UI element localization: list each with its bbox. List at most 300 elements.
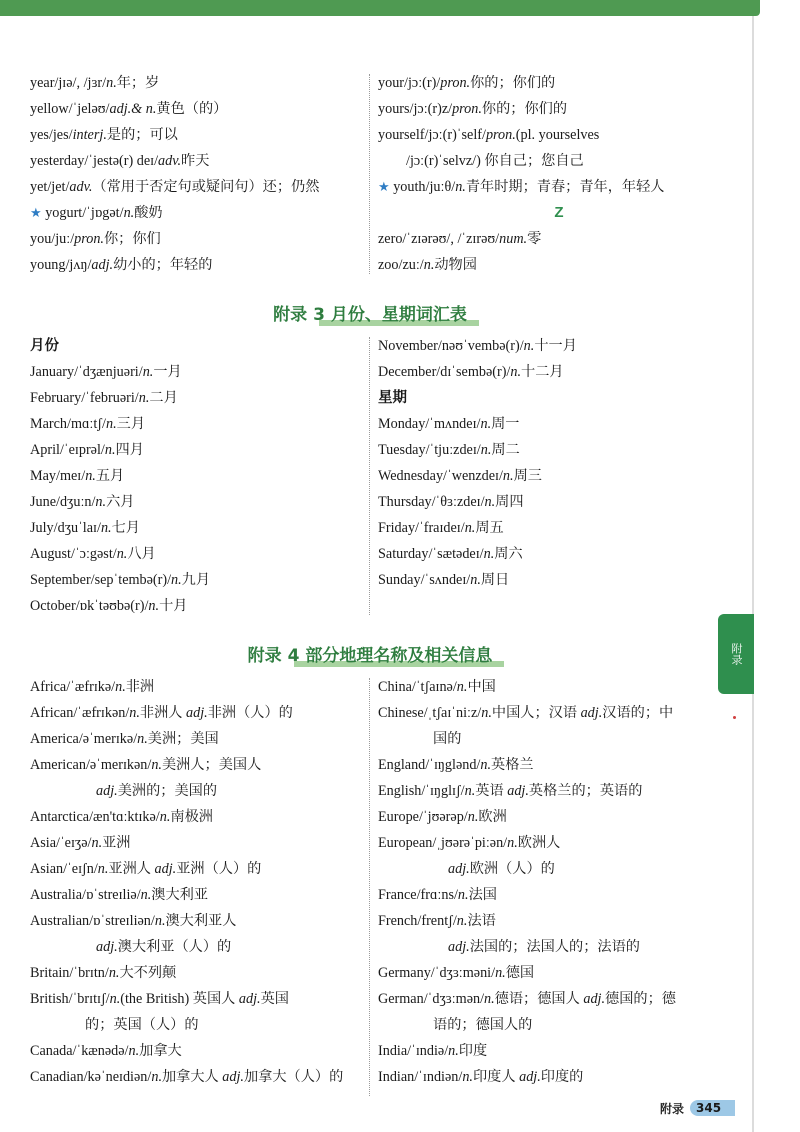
vocab-entry [30, 489, 365, 515]
vocab-entry [30, 882, 365, 908]
entry-word: Europe [378, 809, 419, 825]
entry-phonetic: /mɑːtʃ/ [67, 416, 106, 432]
entry-pos-2: adj. [238, 991, 261, 1007]
entry-word: China [378, 679, 412, 695]
vocab-entry [30, 541, 365, 567]
entry-word: German [378, 991, 424, 1007]
entry-word: Chinese [378, 705, 424, 721]
entry-word: Friday [378, 520, 416, 536]
entry-word: England [378, 757, 426, 773]
entry-pos-2: adj. [580, 705, 603, 721]
entry-phonetic: /ˈmʌndeɪ/ [425, 416, 481, 432]
entry-pos: adj. [91, 257, 114, 273]
entry-pos: n. [456, 913, 468, 929]
entry-pos: n. [171, 572, 182, 588]
entry-pos: n. [457, 887, 469, 903]
entry-definition: 你的；你们的 [481, 101, 568, 117]
vocab-entry [30, 437, 365, 463]
entry-word: yourself [378, 127, 425, 143]
vocab-entry [378, 463, 740, 489]
y-left-column [30, 70, 365, 278]
vocab-entry [378, 489, 740, 515]
vocab-entry [378, 541, 740, 567]
entry-definition: 加拿大 [139, 1043, 182, 1059]
vocab-entry [30, 515, 365, 541]
entry-pos: n. [510, 364, 521, 380]
entry-word: America [30, 731, 79, 747]
entry-definition-2: 欧洲（人）的 [469, 861, 555, 877]
entry-word: youth [393, 179, 426, 195]
page-number: 345 [690, 1100, 735, 1116]
entry-word: African [30, 705, 74, 721]
page-footer [660, 1098, 735, 1118]
weekdays-heading: 星期 [378, 390, 407, 406]
entry-pos: n. [481, 705, 492, 721]
entry-phonetic: /jɔː(r)z/ [409, 101, 453, 117]
entry-word: December [378, 364, 437, 380]
entry-phonetic: /ˈfraɪdeɪ/ [415, 520, 465, 536]
entry-definition: 非洲人 [139, 705, 183, 721]
vocab-entry [30, 463, 365, 489]
appendix4-title: 附录 4 部分地理名称及相关信息 [244, 641, 497, 666]
vocab-entry [30, 674, 365, 700]
geo-left-column [30, 674, 365, 1090]
entry-word: August [30, 546, 71, 562]
entry-pos-2: adj. [507, 783, 529, 799]
entry-word: Africa [30, 679, 67, 695]
entry-phonetic: /jet/ [47, 179, 70, 195]
section-y-z [0, 70, 740, 282]
entry-phonetic: /ˈzɪərəʊ/, /ˈzɪrəʊ/ [402, 231, 500, 247]
entry-definition: 周日 [480, 572, 510, 588]
entry-phonetic: /ˈbrɪtɪʃ/ [68, 991, 110, 1007]
entry-definition: 亚洲人 [108, 861, 151, 877]
entry-phonetic: /jes/ [48, 127, 73, 143]
entry-definition: (pl. yourselves [515, 127, 600, 143]
entry-phonetic: /ˈsʌndeɪ/ [420, 572, 471, 588]
entry-phonetic: /jɪə/, /jɜr/ [54, 75, 107, 91]
entry-definition-2: 印度的 [540, 1069, 584, 1085]
entry-word: Wednesday [378, 468, 444, 484]
entry-definition: 四月 [115, 442, 144, 458]
entry-definition-2: 非洲（人）的 [207, 705, 293, 721]
entry-phonetic: /kəˈneɪdiən/ [83, 1069, 152, 1085]
letter-z-heading: Z [554, 204, 564, 221]
entry-definition-2: 法国的；法国人的；法语的 [469, 939, 640, 955]
entry-definition: 周三 [513, 468, 542, 484]
entry-definition: 澳大利亚人 [165, 913, 237, 929]
entry-pos: n. [115, 679, 126, 695]
entry-definition-2: 亚洲（人）的 [176, 861, 262, 877]
entry-pos: n. [470, 572, 481, 588]
entry-phonetic: /ˈeɪʃn/ [63, 861, 98, 877]
vocab-entry [378, 908, 740, 960]
entry-pos: n. [484, 494, 496, 510]
vocab-entry [378, 830, 740, 882]
entry-definition: 中国人；汉语 [491, 705, 578, 721]
appendix3-body [0, 333, 740, 623]
entry-word: Monday [378, 416, 426, 432]
entry-definition: 幼小的；年轻的 [113, 257, 213, 273]
entry-pos-2: adj. [222, 1069, 244, 1085]
vocab-entry [378, 437, 740, 463]
entry-word: February [30, 390, 82, 406]
entry-pos: n. [129, 705, 140, 721]
entry-pos: n. [455, 179, 466, 195]
entry-word: Asia [30, 835, 57, 851]
entry-word: November [378, 338, 438, 354]
weekdays-column [378, 333, 740, 593]
entry-definition: 德国 [505, 965, 535, 981]
entry-phonetic: /ˈbrɪtn/ [69, 965, 109, 981]
entry-word: Canadian [30, 1069, 84, 1085]
entry-definition: 酸奶 [134, 205, 163, 221]
entry-phonetic: /ˈɪndiən/ [414, 1069, 463, 1085]
vocab-entry [378, 700, 740, 752]
geo-right-column [378, 674, 740, 1090]
entry-definition: 零 [527, 231, 542, 247]
entry-word: July [30, 520, 54, 536]
entry-definition: 德语；德国人 [494, 991, 580, 1007]
entry-definition-2: 英格兰的；英语的 [528, 783, 643, 799]
entry-phonetic: /ˈɔːgəst/ [71, 546, 117, 562]
entry-pos: n. [85, 468, 96, 484]
entry-definition: 澳大利亚 [151, 887, 209, 903]
entry-pos: pron. [440, 75, 471, 91]
entry-pos: n. [106, 75, 117, 91]
vocab-entry [30, 830, 365, 856]
vocab-entry [378, 96, 740, 122]
entry-definition: 印度 [458, 1043, 488, 1059]
entry-definition: 青年时期；青春；青年，年轻人 [465, 179, 665, 195]
entry-pos: adv. [69, 179, 93, 195]
entry-pos: n. [423, 257, 435, 273]
entry-phonetic: /meɪ/ [56, 468, 86, 484]
entry-word: year [30, 75, 55, 91]
entry-word: zero [378, 231, 403, 247]
entry-definition: 黄色（的） [156, 101, 228, 117]
vocab-entry [30, 122, 365, 148]
entry-word: April [30, 442, 60, 458]
entry-phonetic: /ˈθɜːzdeɪ/ [431, 494, 485, 510]
entry-definition: 南极洲 [170, 809, 213, 825]
entry-word: May [30, 468, 57, 484]
entry-pos: n. [104, 442, 116, 458]
vocab-entry [30, 986, 365, 1038]
entry-phonetic: /æn'tɑːktɪkə/ [89, 809, 160, 825]
entry-word: March [30, 416, 68, 432]
entry-pos: n. [97, 861, 109, 877]
entry-word: Australia [30, 887, 83, 903]
entry-definition: 周二 [491, 442, 520, 458]
entry-word: Thursday [378, 494, 432, 510]
entry-pos: n. [495, 965, 506, 981]
appendix4-body [0, 674, 740, 1094]
entry-definition: 六月 [106, 494, 135, 510]
entry-pos: n. [448, 1043, 459, 1059]
entry-phonetic: /ˈwenzdeɪ/ [443, 468, 503, 484]
entry-pos: n. [100, 520, 112, 536]
entry-word: Germany [378, 965, 431, 981]
entry-phonetic: /ˈɪndiə/ [407, 1043, 449, 1059]
entry-word: India [378, 1043, 408, 1059]
vocab-entry [378, 986, 740, 1038]
entry-definition: 二月 [149, 390, 178, 406]
entry-phonetic: /əˈmerɪkə/ [78, 731, 138, 747]
entry-phonetic: /ˈsætədeɪ/ [428, 546, 484, 562]
entry-word: European [378, 835, 433, 851]
entry-definition: 是的；可以 [106, 127, 178, 143]
entry-definition: 九月 [181, 572, 211, 588]
entry-continuation [30, 778, 365, 804]
entry-pos: n. [464, 783, 476, 799]
entry-pos: adv. [158, 153, 182, 169]
vocab-entry [30, 908, 365, 960]
entry-word: yet [30, 179, 48, 195]
vocab-entry [378, 333, 740, 359]
vocab-entry [378, 804, 740, 830]
vocab-entry [378, 882, 740, 908]
entry-phonetic: /ˈɪŋglɪʃ/ [421, 783, 465, 799]
entry-word: Antarctica [30, 809, 90, 825]
vocab-entry [30, 174, 365, 200]
entry-pos-2: adj. [154, 861, 177, 877]
appendix3-title-wrap [0, 300, 740, 325]
entry-definition: 英语 [475, 783, 504, 799]
entry-definition-2: 英国 [260, 991, 289, 1007]
entry-pos: n. [523, 338, 535, 354]
column-divider [369, 74, 370, 274]
entry-definition: 周五 [475, 520, 504, 536]
entry-phonetic: /ˈɪŋglənd/ [425, 757, 481, 773]
entry-pos: n. [91, 835, 103, 851]
entry-pos: adj.& n. [109, 101, 157, 117]
entry-phonetic: /ˌtʃaɪˈniːz/ [423, 705, 482, 721]
entry-definition: 年；岁 [116, 75, 160, 91]
entry-phonetic: /ˌjʊərəˈpiːən/ [432, 835, 508, 851]
entry-word: yours [378, 101, 410, 117]
vocab-entry [30, 226, 365, 252]
entry-phonetic: /ˈeɪprəl/ [59, 442, 105, 458]
entry-pos: n. [151, 757, 162, 773]
entry-pos-2: adj. [96, 939, 118, 955]
vocab-entry [30, 1038, 365, 1064]
vocab-entry [30, 752, 365, 804]
vocab-entry [378, 70, 740, 96]
entry-pos: n. [123, 205, 135, 221]
entry-phonetic: /ˈjeləʊ/ [68, 101, 110, 117]
vocab-entry [30, 359, 365, 385]
vocab-entry [30, 567, 365, 593]
entry-definition: 三月 [116, 416, 146, 432]
entry-continuation: 语的；德国人的 [433, 1017, 533, 1033]
entry-pos: interj. [72, 127, 107, 143]
vocab-entry [378, 567, 740, 593]
entry-pos: n. [480, 442, 492, 458]
vocab-entry [30, 804, 365, 830]
entry-phonetic: /juː/ [51, 231, 75, 247]
vocab-entry [378, 226, 740, 252]
entry-pos-2: adj. [583, 991, 606, 1007]
entry-pos-2: adj. [96, 783, 118, 799]
entry-word: Canada [30, 1043, 73, 1059]
entry-word: young [30, 257, 66, 273]
entry-definition-2: 澳大利亚（人）的 [117, 939, 232, 955]
entry-pos: n. [137, 731, 148, 747]
entry-pos: pron. [485, 127, 516, 143]
entry-definition: 法语 [467, 913, 496, 929]
entry-word: you [30, 231, 52, 247]
entry-pos: n. [462, 1069, 473, 1085]
entry-pos: n. [138, 390, 150, 406]
entry-phonetic: /sepˈtembə(r)/ [90, 572, 172, 588]
entry-word: Indian [378, 1069, 415, 1085]
entry-definition: 非洲 [125, 679, 155, 695]
entry-word: yes [30, 127, 49, 143]
entry-pos: n. [154, 913, 166, 929]
vocab-entry [30, 593, 365, 619]
vocab-entry [30, 411, 365, 437]
vocab-entry [378, 1064, 740, 1090]
entry-pos: n. [159, 809, 171, 825]
entry-pos: n. [483, 546, 495, 562]
column-divider [369, 337, 370, 615]
entry-definition: 中国 [467, 679, 496, 695]
entry-phonetic: /dʒuˈlaɪ/ [53, 520, 101, 536]
entry-word: yellow [30, 101, 69, 117]
entry-definition: 八月 [127, 546, 156, 562]
entry-pos-2: adj. [448, 939, 470, 955]
star-icon: ★ [30, 205, 42, 220]
entry-phonetic: /frentʃ/ [417, 913, 457, 929]
appendix-side-tab: 附录 [718, 614, 754, 694]
entry-phonetic: /ˈtʃaɪnə/ [411, 679, 457, 695]
entry-definition: 动物园 [434, 257, 477, 273]
entry-pos-2: adj. [448, 861, 470, 877]
entry-phonetic: /dʒuːn/ [56, 494, 96, 510]
vocab-entry [378, 960, 740, 986]
vocab-entry [378, 1038, 740, 1064]
entry-pos-2: adj. [186, 705, 208, 721]
entry-definition: 印度人 [472, 1069, 516, 1085]
entry-pos: pron. [452, 101, 482, 117]
entry-word: French [378, 913, 418, 929]
vocab-entry [30, 96, 365, 122]
entry-pos: num. [499, 231, 528, 247]
vocab-entry [378, 411, 740, 437]
entry-phonetic: /nəʊˈvembə(r)/ [437, 338, 524, 354]
entry-definition: 周一 [491, 416, 520, 432]
entry-phonetic: /ˈdʒɜːmən/ [423, 991, 485, 1007]
entry-pos: n. [108, 965, 120, 981]
entry-continuation: /jɔː(r)ˈselvz/) 你自己；您自己 [406, 153, 584, 169]
top-color-bar [0, 0, 760, 16]
vocab-entry [30, 960, 365, 986]
entry-phonetic: /ˈkænədə/ [72, 1043, 129, 1059]
entry-phonetic: /ɒkˈtəʊbə(r)/ [75, 598, 149, 614]
entry-word: yesterday [30, 153, 85, 169]
entry-phonetic: /ˈeɪʒə/ [56, 835, 92, 851]
entry-phonetic: /ˈtjuːzdeɪ/ [425, 442, 481, 458]
entry-pos: n. [128, 1043, 140, 1059]
entry-definition: 七月 [111, 520, 140, 536]
vocab-entry [30, 252, 365, 278]
star-icon: ★ [378, 179, 390, 194]
entry-word: your [378, 75, 405, 91]
column-divider [369, 678, 370, 1096]
vocab-entry [30, 726, 365, 752]
entry-definition: 欧洲 [478, 809, 507, 825]
entry-definition: 昨天 [181, 153, 210, 169]
entry-definition: 你；你们 [103, 231, 161, 247]
entry-pos: n. [480, 416, 492, 432]
entry-pos: n. [116, 546, 128, 562]
entry-definition-2: 美洲的；美国的 [117, 783, 218, 799]
entry-word: Australian [30, 913, 90, 929]
vocab-entry [378, 122, 740, 174]
entry-word: Saturday [378, 546, 429, 562]
entry-definition: 一月 [153, 364, 182, 380]
vocab-entry [30, 70, 365, 96]
entry-definition: 你的；你们的 [470, 75, 556, 91]
entry-definition: 十二月 [521, 364, 564, 380]
entry-pos: pron. [74, 231, 104, 247]
entry-continuation: 国的 [433, 731, 462, 747]
entry-phonetic: /dɪˈsembə(r)/ [436, 364, 511, 380]
entry-definition: 十一月 [534, 338, 577, 354]
entry-definition: 亚洲 [102, 835, 131, 851]
footer-label: 附录 [660, 1101, 685, 1116]
entry-pos: n. [480, 757, 492, 773]
vocab-entry [30, 856, 365, 882]
entry-word: Asian [30, 861, 64, 877]
entry-pos-2: adj. [519, 1069, 541, 1085]
entry-word: October [30, 598, 76, 614]
entry-continuation: 的；英国（人）的 [85, 1017, 199, 1033]
entry-definition: 周四 [495, 494, 524, 510]
entry-word: Sunday [378, 572, 421, 588]
entry-phonetic: /zuː/ [398, 257, 424, 273]
entry-word: June [30, 494, 57, 510]
entry-definition: 十月 [159, 598, 188, 614]
vocab-entry [378, 752, 740, 778]
entry-definition: 英格兰 [491, 757, 534, 773]
entry-word: Britain [30, 965, 70, 981]
entry-pos: n. [502, 468, 514, 484]
vocab-entry [378, 174, 740, 200]
entry-pos: n. [95, 494, 107, 510]
page-edge [752, 16, 754, 1132]
entry-phonetic: /ˈæfrɪkə/ [66, 679, 116, 695]
entry-definition-2: 汉语的；中 [602, 705, 674, 721]
entry-phonetic: /jɔː(r)ˈself/ [424, 127, 486, 143]
entry-word: American [30, 757, 86, 773]
entry-definition: （常用于否定句或疑问句）还；仍然 [92, 179, 320, 195]
entry-pos: n. [507, 835, 518, 851]
entry-definition: 美洲；美国 [147, 731, 219, 747]
entry-pos: n. [456, 679, 468, 695]
entry-phonetic: /ˈjestə(r) deɪ/ [84, 153, 159, 169]
entry-word: yogurt [45, 205, 83, 221]
y-right-column [378, 70, 740, 278]
entry-phonetic: /ˈdʒɜːməni/ [430, 965, 496, 981]
entry-phonetic: /ˈjʊərəp/ [418, 809, 468, 825]
entry-pos: n. [109, 991, 121, 1007]
entry-definition: 五月 [95, 468, 125, 484]
entry-continuation [378, 934, 740, 960]
entry-pos: n. [105, 416, 117, 432]
entry-pos: n. [151, 1069, 162, 1085]
